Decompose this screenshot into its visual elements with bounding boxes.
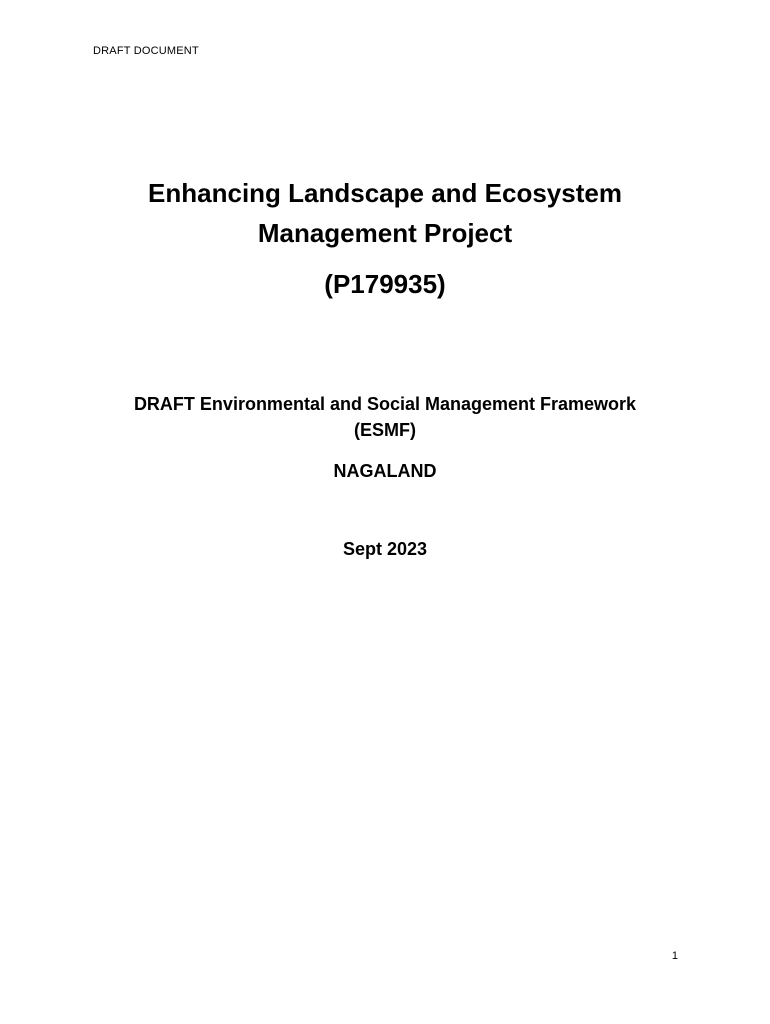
document-subtitle-line-2: (ESMF) xyxy=(354,420,416,440)
document-title xyxy=(0,173,770,253)
document-date: Sept 2023 xyxy=(342,539,428,559)
document-title-line-2: Management Project xyxy=(257,218,513,248)
header-label: DRAFT DOCUMENT xyxy=(93,45,199,57)
document-subtitle xyxy=(0,391,770,443)
region-label: NAGALAND xyxy=(333,461,437,481)
page-number: 1 xyxy=(671,950,678,962)
document-title-line-1: Enhancing Landscape and Ecosystem xyxy=(148,178,622,208)
document-subtitle-line-1: DRAFT Environmental and Social Management Framework xyxy=(133,394,637,414)
project-id: (P179935) xyxy=(324,269,446,299)
